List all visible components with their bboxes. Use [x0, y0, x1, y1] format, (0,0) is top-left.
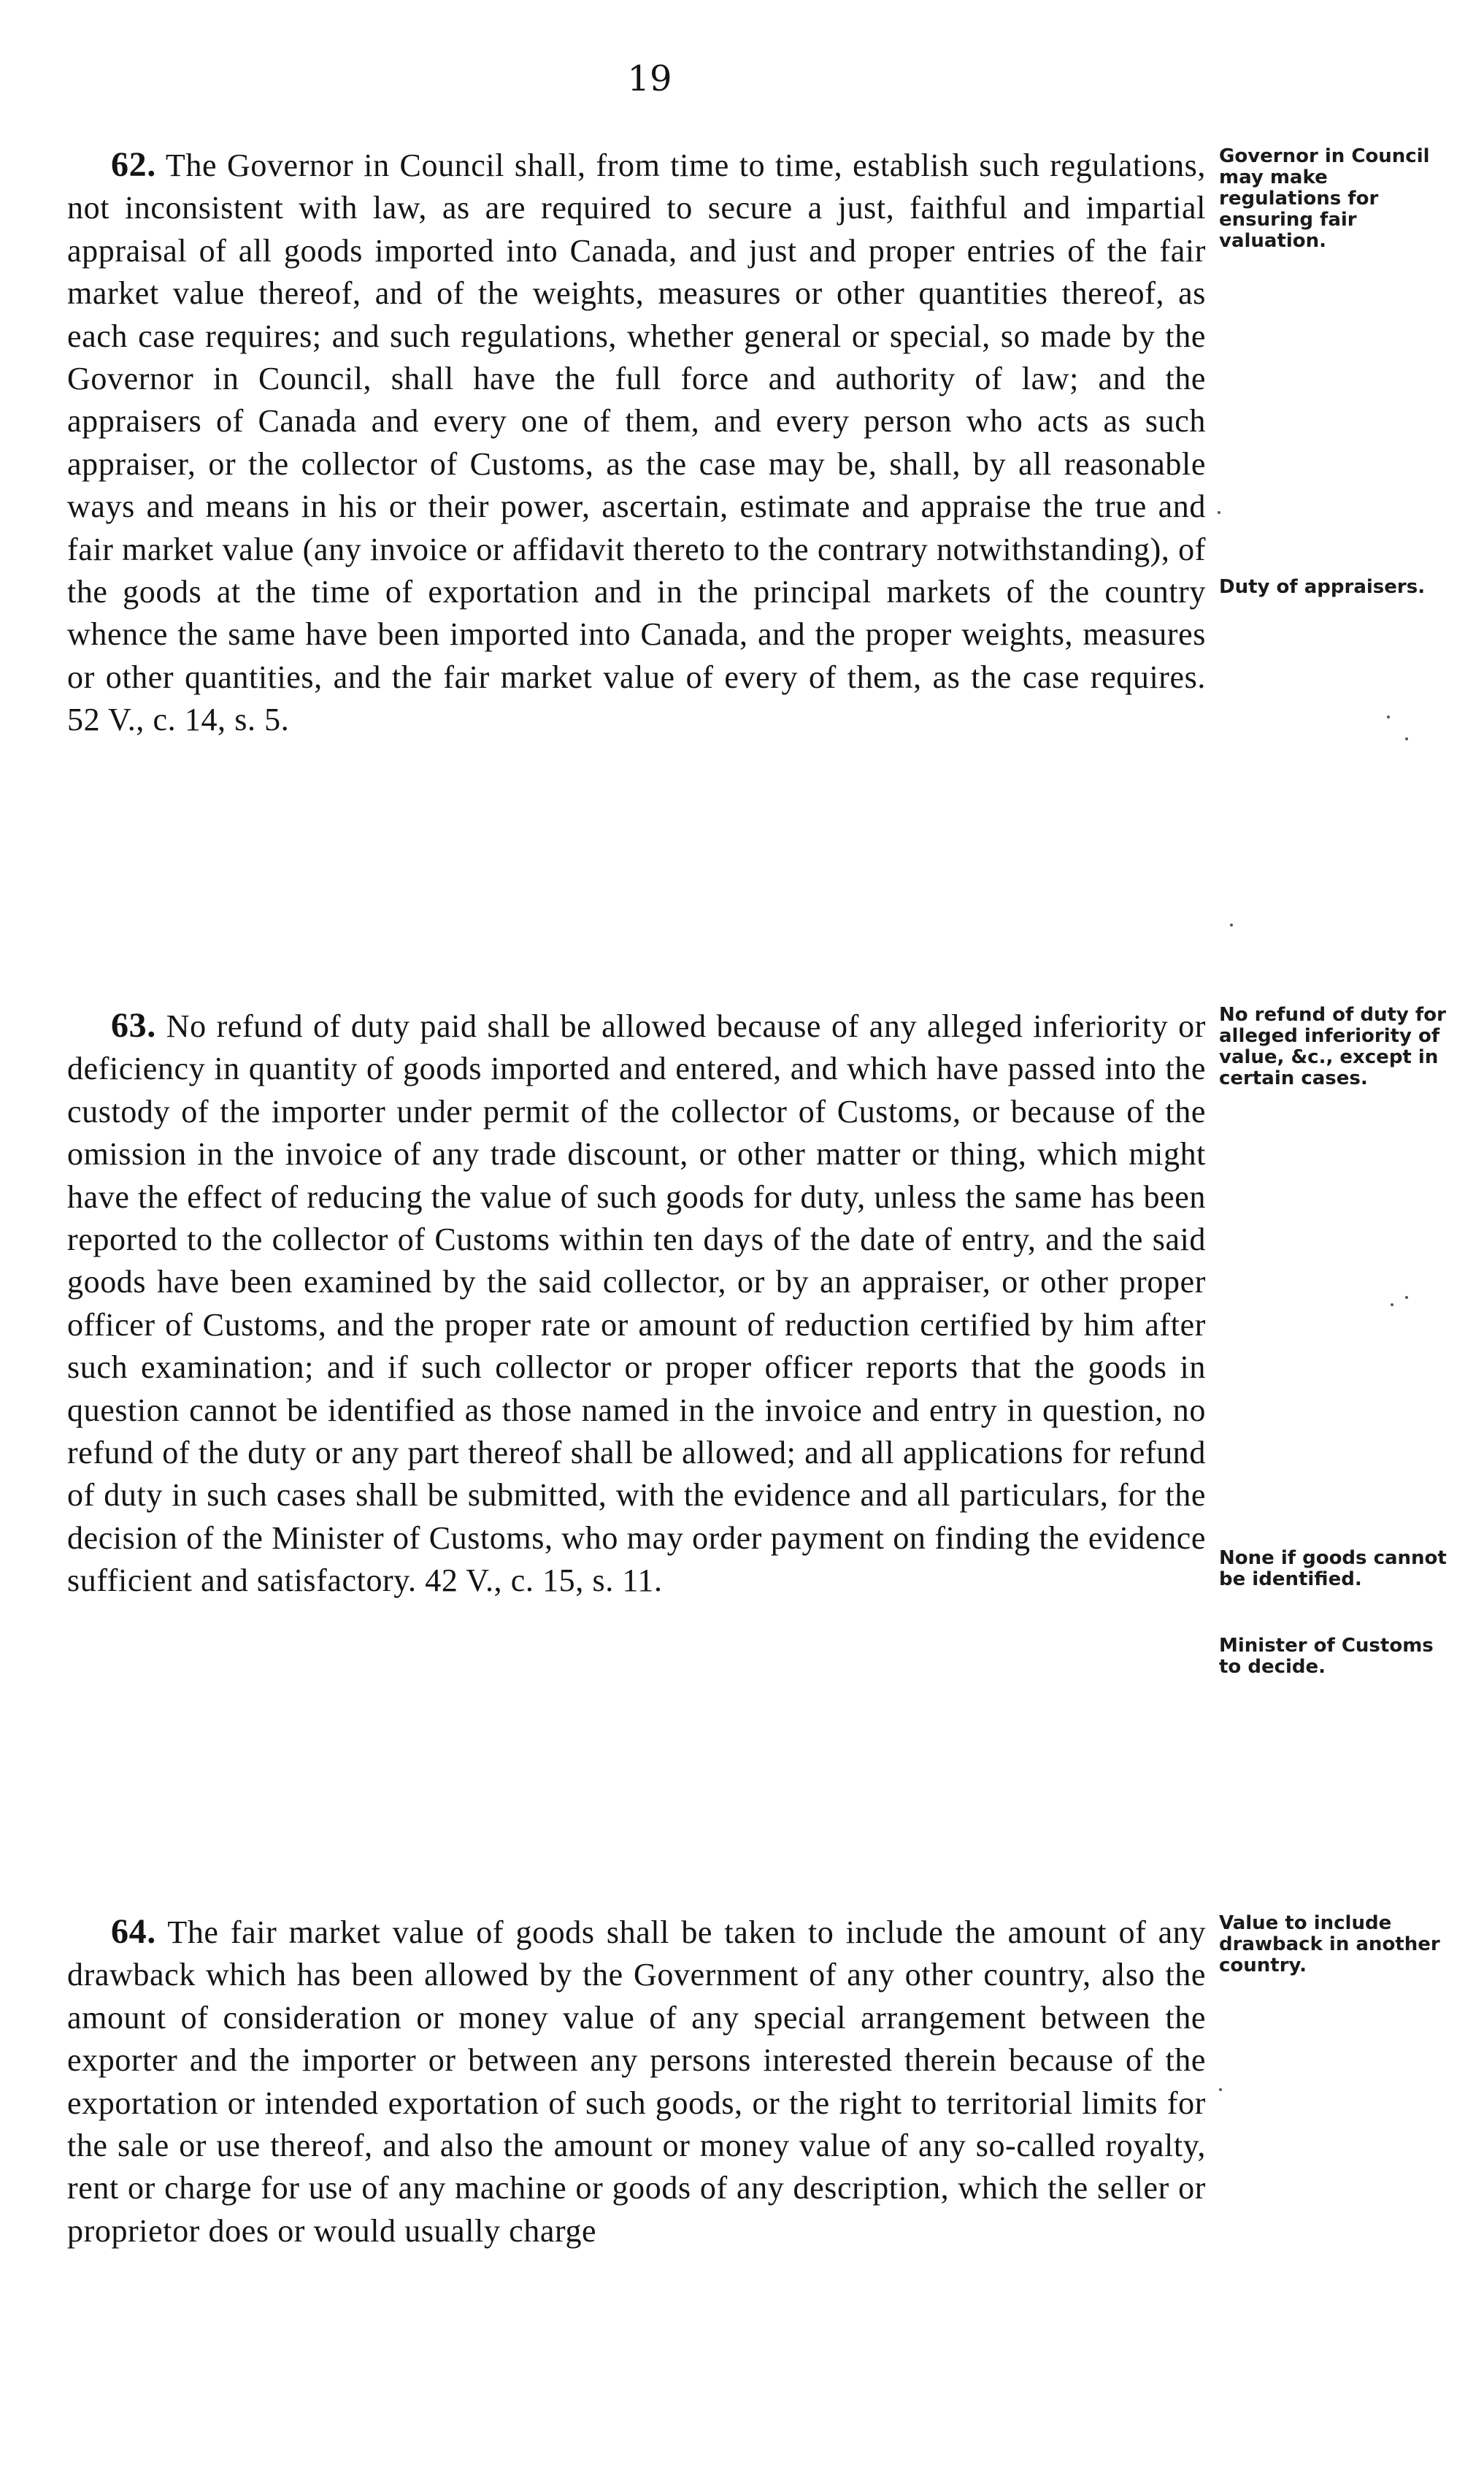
scan-speck [1230, 924, 1233, 927]
scan-speck [1387, 716, 1390, 718]
section-64 [67, 1911, 1206, 2436]
side-note-no-refund: No refund of duty for alleged inferiority of value, &c., except in certain cases. [1219, 1004, 1446, 1089]
scan-speck [1218, 511, 1220, 514]
section-text: The Governor in Council shall, from time to time, establish such regulations, not inconsistent with law, as are required to secure a just, faithful and impartial appraisal of all goods imported into Canada, and just and proper entries of the fair market value thereof, and of the weights, measures or other quantities thereof, as each case requires; and such regulations, whether general or special, so made by the Governor in Council, shall have the full force and authority of law; and the appraisers of Canada and every one of them, and every person who acts as such appraiser, or the collector of Customs, as the case may be, shall, by all reasonable ways and means in his or their power, ascertain, estimate and appraise the true and fair market value (any invoice or affidavit thereto to the contrary notwithstanding), of the goods at the time of exportation and in the principal markets of the country whence the same have been imported into Canada, and the proper weights, measures or other quantities, and the fair market value of every of them, as the case requires. 52 V., c. 14, s. 5. [67, 147, 1206, 738]
page-number: 19 [627, 58, 672, 99]
section-63 [67, 1005, 1206, 1881]
side-note-regulations: Governor in Council may make regulations for ensuring fair valuation. [1219, 145, 1430, 252]
scan-speck [1405, 1296, 1408, 1299]
scan-speck [1219, 2088, 1222, 2091]
section-number: 63. [111, 1006, 156, 1045]
side-note-drawback: Value to include drawback in another country. [1219, 1912, 1440, 1976]
side-note-minister: Minister of Customs to decide. [1219, 1635, 1434, 1678]
section-number: 64. [111, 1912, 156, 1951]
section-text: The fair market value of goods shall be taken to include the amount of any drawback which has been allowed by the Government of any other country, also the amount of consideration or money value of any special arrangement between the exporter and the importer or between any persons interested therein because of the exportation or intended exportation of such goods, or the right to territorial limits for the sale or use thereof, and also the amount or money value of any so-called royalty, rent or charge for use of any machine or goods of any description, which the seller or proprietor does or would usually charge [67, 1914, 1206, 2249]
scan-speck [1405, 737, 1408, 740]
scan-speck [1391, 1303, 1393, 1306]
section-number: 62. [111, 145, 156, 184]
margin-notes [1219, 0, 1453, 2489]
side-note-appraisers: Duty of appraisers. [1219, 576, 1426, 598]
section-62 [67, 144, 1206, 976]
section-text: No refund of duty paid shall be allowed because of any alleged inferiority or deficiency in quantity of goods imported and entered, and which have passed into the custody of the importer under permit of the collector of Customs, or because of the omission in the invoice of any trade discount, or other matter or thing, which might have the effect of reducing the value of such goods for duty, unless the same has been reported to the collector of Customs within ten days of the date of entry, and the said goods have been examined by the said collector, or by an appraiser, or other proper officer of Customs, and the proper rate or amount of reduction certified by him after such examination; and if such collector or proper officer reports that the goods in question cannot be identified as those named in the invoice and entry in question, no refund of the duty or any part thereof shall be allowed; and all applications for refund of duty in such cases shall be submitted, with the evidence and all particulars, for the decision of the Minister of Customs, who may order payment on finding the evidence sufficient and satisfactory. 42 V., c. 15, s. 11. [67, 1008, 1206, 1599]
side-note-not-identified: None if goods cannot be identified. [1219, 1547, 1447, 1590]
